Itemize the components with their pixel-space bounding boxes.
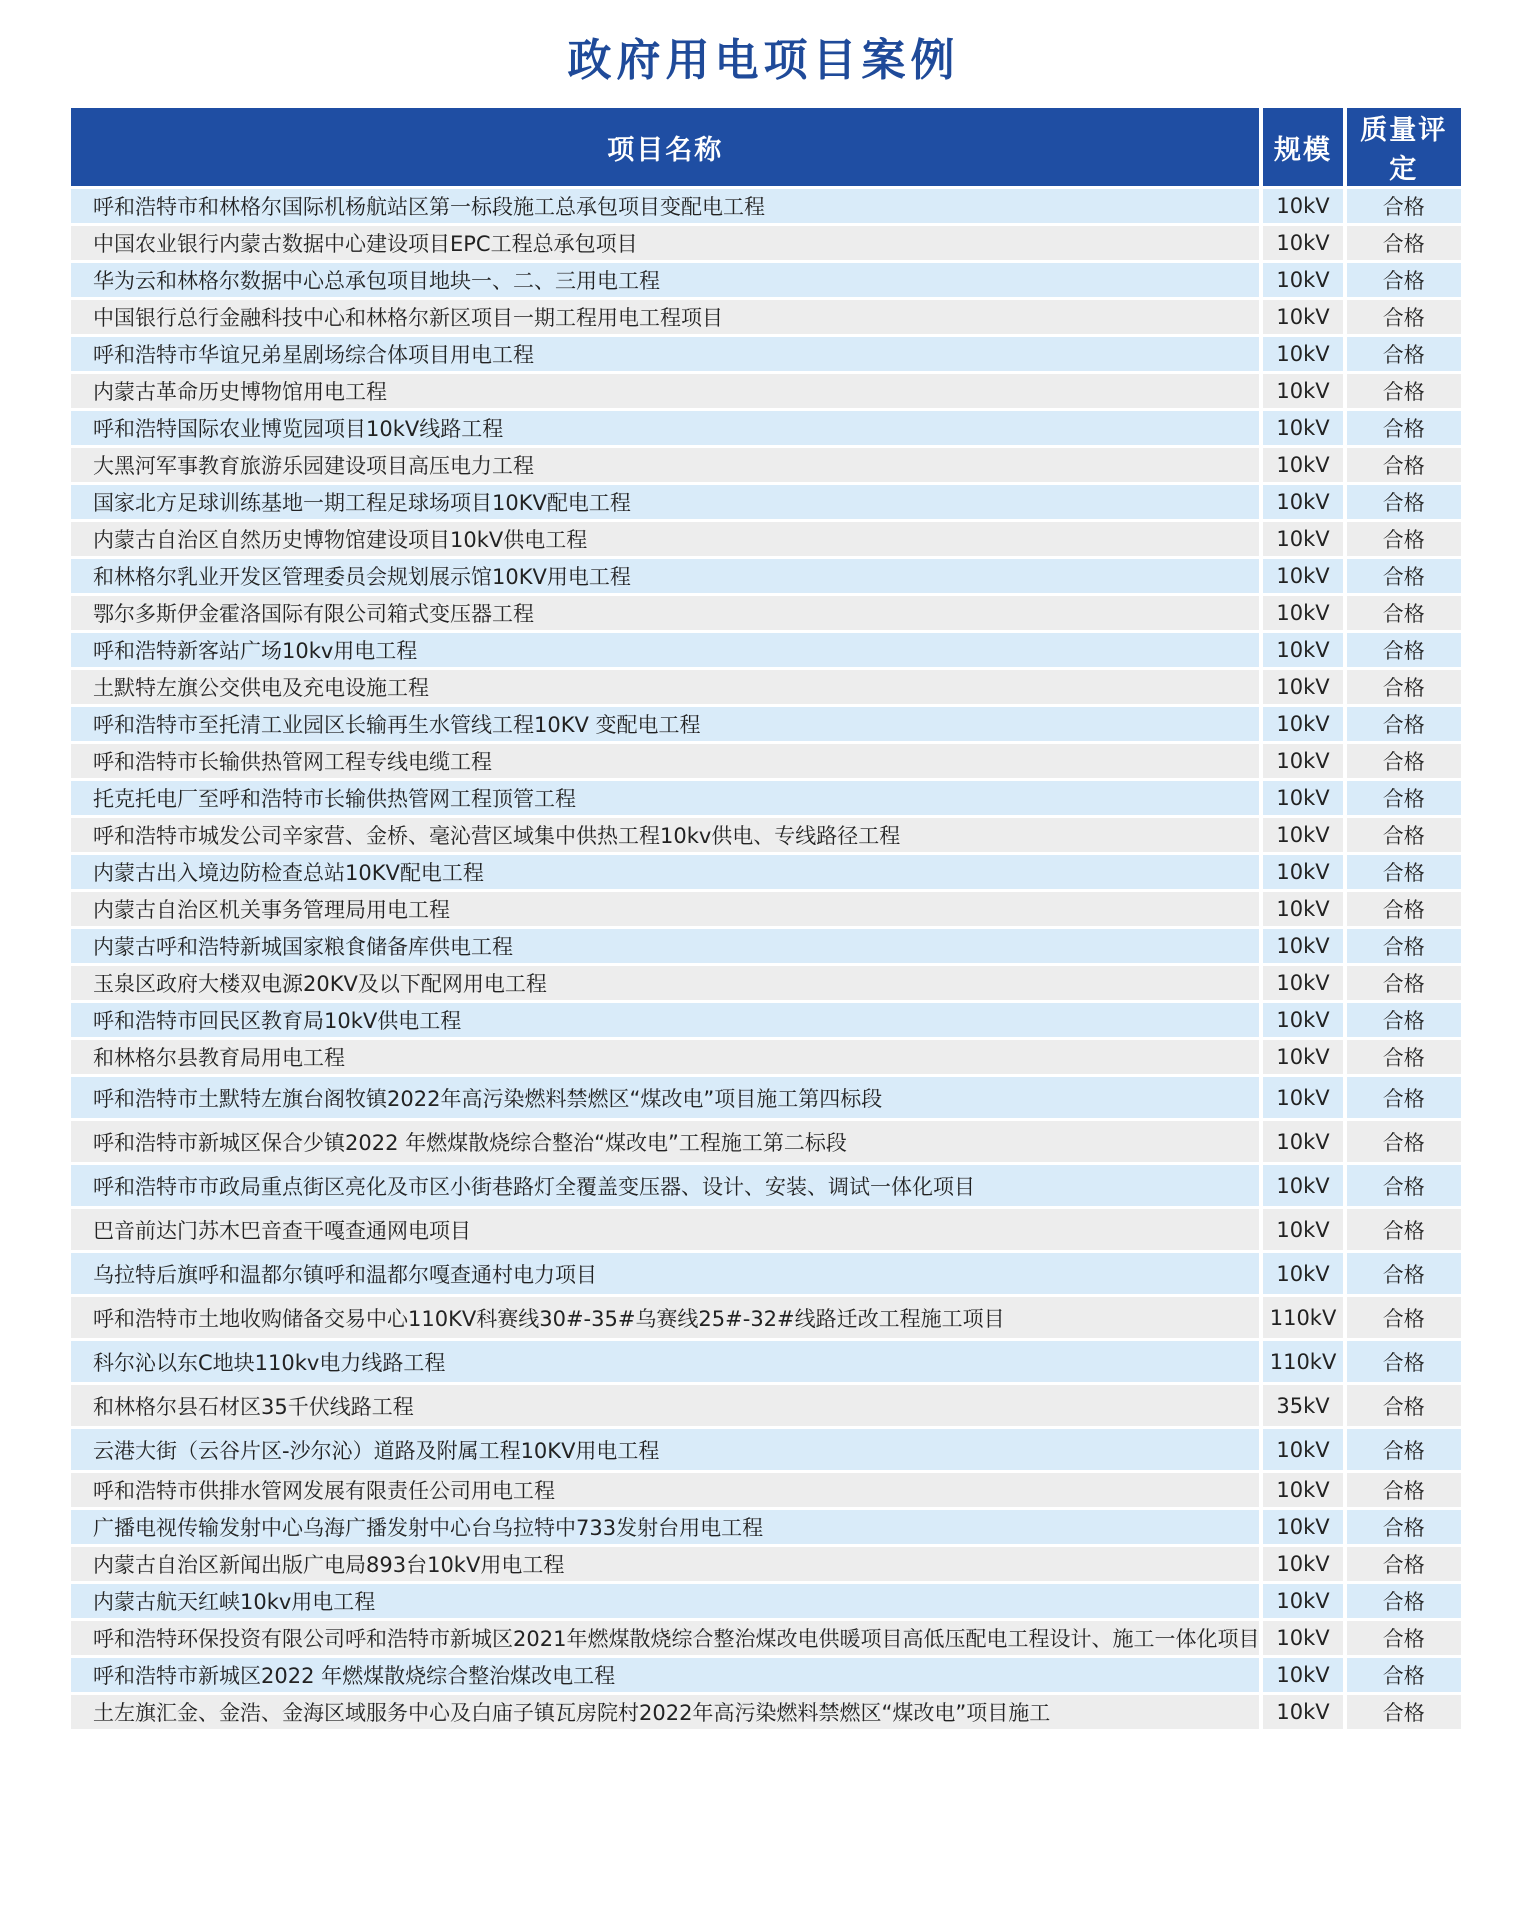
project-name-cell: 呼和浩特市新城区2022 年燃煤散烧综合整治煤改电工程: [71, 1658, 1259, 1692]
quality-cell: 合格: [1347, 1510, 1461, 1544]
table-row: [71, 929, 1461, 963]
quality-cell: 合格: [1347, 707, 1461, 741]
table-row: [71, 448, 1461, 482]
page-title: 政府用电项目案例: [567, 35, 960, 86]
quality-cell: 合格: [1347, 1584, 1461, 1618]
quality-cell: 合格: [1347, 596, 1461, 630]
scale-cell: 10kV: [1263, 1658, 1342, 1692]
project-name-cell: 呼和浩特新客站广场10kv用电工程: [71, 633, 1259, 667]
header-quality: 质量评定: [1347, 108, 1461, 186]
quality-cell: 合格: [1347, 818, 1461, 852]
table-row: [71, 1584, 1461, 1618]
quality-cell: 合格: [1347, 485, 1461, 519]
quality-cell: 合格: [1347, 559, 1461, 593]
project-name-cell: 内蒙古革命历史博物馆用电工程: [71, 374, 1259, 408]
table-row: [71, 226, 1461, 260]
project-name-cell: 内蒙古航天红峡10kv用电工程: [71, 1584, 1259, 1618]
project-name-cell: 云港大街（云谷片区-沙尔沁）道路及附属工程10KV用电工程: [71, 1429, 1259, 1470]
quality-cell: 合格: [1347, 670, 1461, 704]
table-row: [71, 1695, 1461, 1729]
scale-cell: 35kV: [1263, 1385, 1342, 1426]
table-row: [71, 707, 1461, 741]
quality-cell: 合格: [1347, 966, 1461, 1000]
scale-cell: 10kV: [1263, 892, 1342, 926]
quality-cell: 合格: [1347, 1658, 1461, 1692]
project-name-cell: 托克托电厂至呼和浩特市长输供热管网工程顶管工程: [71, 781, 1259, 815]
scale-cell: 10kV: [1263, 559, 1342, 593]
table-row: [71, 1253, 1461, 1294]
table-row: [71, 559, 1461, 593]
scale-cell: 10kV: [1263, 1510, 1342, 1544]
quality-cell: 合格: [1347, 1253, 1461, 1294]
quality-cell: 合格: [1347, 1621, 1461, 1655]
table-row: [71, 670, 1461, 704]
table-row: [71, 892, 1461, 926]
project-name-cell: 呼和浩特市新城区保合少镇2022 年燃煤散烧综合整治“煤改电”工程施工第二标段: [71, 1121, 1259, 1162]
quality-cell: 合格: [1347, 1121, 1461, 1162]
project-name-cell: 呼和浩特市供排水管网发展有限责任公司用电工程: [71, 1473, 1259, 1507]
scale-cell: 10kV: [1263, 1077, 1342, 1118]
table-row: [71, 1510, 1461, 1544]
project-name-cell: 和林格尔县石材区35千伏线路工程: [71, 1385, 1259, 1426]
table-row: [71, 1658, 1461, 1692]
project-name-cell: 土默特左旗公交供电及充电设施工程: [71, 670, 1259, 704]
quality-cell: 合格: [1347, 1473, 1461, 1507]
quality-cell: 合格: [1347, 892, 1461, 926]
quality-cell: 合格: [1347, 411, 1461, 445]
quality-cell: 合格: [1347, 744, 1461, 778]
scale-cell: 10kV: [1263, 1003, 1342, 1037]
table-header-row: [71, 108, 1461, 186]
project-name-cell: 呼和浩特市土地收购储备交易中心110KV科赛线30#-35#乌赛线25#-32#线路迁改工程施工项目: [71, 1297, 1259, 1338]
quality-cell: 合格: [1347, 1040, 1461, 1074]
table-row: [71, 596, 1461, 630]
scale-cell: 10kV: [1263, 1584, 1342, 1618]
table-row: [71, 374, 1461, 408]
scale-cell: 10kV: [1263, 707, 1342, 741]
scale-cell: 10kV: [1263, 1621, 1342, 1655]
scale-cell: 10kV: [1263, 1547, 1342, 1581]
project-name-cell: 内蒙古自治区机关事务管理局用电工程: [71, 892, 1259, 926]
quality-cell: 合格: [1347, 781, 1461, 815]
quality-cell: 合格: [1347, 374, 1461, 408]
quality-cell: 合格: [1347, 855, 1461, 889]
table-row: [71, 1297, 1461, 1338]
scale-cell: 110kV: [1263, 1341, 1342, 1382]
scale-cell: 10kV: [1263, 966, 1342, 1000]
quality-cell: 合格: [1347, 1547, 1461, 1581]
scale-cell: 10kV: [1263, 633, 1342, 667]
scale-cell: 10kV: [1263, 411, 1342, 445]
table-row: [71, 744, 1461, 778]
table-row: [71, 337, 1461, 371]
quality-cell: 合格: [1347, 1003, 1461, 1037]
table-row: [71, 522, 1461, 556]
scale-cell: 10kV: [1263, 300, 1342, 334]
scale-cell: 10kV: [1263, 781, 1342, 815]
scale-cell: 10kV: [1263, 818, 1342, 852]
project-name-cell: 科尔沁以东C地块110kv电力线路工程: [71, 1341, 1259, 1382]
quality-cell: 合格: [1347, 1695, 1461, 1729]
quality-cell: 合格: [1347, 226, 1461, 260]
table-row: [71, 1003, 1461, 1037]
project-name-cell: 巴音前达门苏木巴音查干嘎查通网电项目: [71, 1209, 1259, 1250]
table-body: [71, 189, 1461, 1729]
header-scale: 规模: [1263, 108, 1342, 186]
scale-cell: 10kV: [1263, 1695, 1342, 1729]
quality-cell: 合格: [1347, 300, 1461, 334]
scale-cell: 10kV: [1263, 670, 1342, 704]
scale-cell: 10kV: [1263, 1253, 1342, 1294]
project-name-cell: 呼和浩特国际农业博览园项目10kV线路工程: [71, 411, 1259, 445]
quality-cell: 合格: [1347, 1429, 1461, 1470]
project-name-cell: 中国农业银行内蒙古数据中心建设项目EPC工程总承包项目: [71, 226, 1259, 260]
quality-cell: 合格: [1347, 448, 1461, 482]
scale-cell: 10kV: [1263, 448, 1342, 482]
project-name-cell: 鄂尔多斯伊金霍洛国际有限公司箱式变压器工程: [71, 596, 1259, 630]
scale-cell: 10kV: [1263, 929, 1342, 963]
project-name-cell: 呼和浩特环保投资有限公司呼和浩特市新城区2021年燃煤散烧综合整治煤改电供暖项目高低压配电工程设计、施工一体化项目: [71, 1621, 1259, 1655]
table-row: [71, 855, 1461, 889]
table-row: [71, 633, 1461, 667]
project-name-cell: 内蒙古出入境边防检查总站10KV配电工程: [71, 855, 1259, 889]
project-name-cell: 呼和浩特市长输供热管网工程专线电缆工程: [71, 744, 1259, 778]
scale-cell: 10kV: [1263, 226, 1342, 260]
table-row: [71, 1429, 1461, 1470]
table-row: [71, 189, 1461, 223]
project-name-cell: 广播电视传输发射中心乌海广播发射中心台乌拉特中733发射台用电工程: [71, 1510, 1259, 1544]
scale-cell: 10kV: [1263, 189, 1342, 223]
table-row: [71, 1040, 1461, 1074]
table-row: [71, 1209, 1461, 1250]
project-name-cell: 土左旗汇金、金浩、金海区域服务中心及白庙子镇瓦房院村2022年高污染燃料禁燃区“煤改电”项目施工: [71, 1695, 1259, 1729]
table-row: [71, 1121, 1461, 1162]
project-name-cell: 乌拉特后旗呼和温都尔镇呼和温都尔嘎查通村电力项目: [71, 1253, 1259, 1294]
quality-cell: 合格: [1347, 522, 1461, 556]
quality-cell: 合格: [1347, 1209, 1461, 1250]
scale-cell: 110kV: [1263, 1297, 1342, 1338]
header-project-name: 项目名称: [71, 108, 1259, 186]
project-name-cell: 呼和浩特市城发公司辛家营、金桥、毫沁营区域集中供热工程10kv供电、专线路径工程: [71, 818, 1259, 852]
table-row: [71, 818, 1461, 852]
project-name-cell: 呼和浩特市和林格尔国际机杨航站区第一标段施工总承包项目变配电工程: [71, 189, 1259, 223]
project-name-cell: 国家北方足球训练基地一期工程足球场项目10KV配电工程: [71, 485, 1259, 519]
table-row: [71, 1473, 1461, 1507]
table-row: [71, 300, 1461, 334]
quality-cell: 合格: [1347, 929, 1461, 963]
table-row: [71, 966, 1461, 1000]
table-row: [71, 1385, 1461, 1426]
scale-cell: 10kV: [1263, 522, 1342, 556]
table-row: [71, 263, 1461, 297]
scale-cell: 10kV: [1263, 744, 1342, 778]
project-name-cell: 呼和浩特市土默特左旗台阁牧镇2022年高污染燃料禁燃区“煤改电”项目施工第四标段: [71, 1077, 1259, 1118]
scale-cell: 10kV: [1263, 1473, 1342, 1507]
quality-cell: 合格: [1347, 1341, 1461, 1382]
table-row: [71, 1621, 1461, 1655]
project-name-cell: 内蒙古呼和浩特新城国家粮食储备库供电工程: [71, 929, 1259, 963]
projects-table: [67, 105, 1465, 1732]
scale-cell: 10kV: [1263, 485, 1342, 519]
quality-cell: 合格: [1347, 189, 1461, 223]
quality-cell: 合格: [1347, 263, 1461, 297]
quality-cell: 合格: [1347, 1385, 1461, 1426]
scale-cell: 10kV: [1263, 374, 1342, 408]
quality-cell: 合格: [1347, 633, 1461, 667]
scale-cell: 10kV: [1263, 337, 1342, 371]
scale-cell: 10kV: [1263, 596, 1342, 630]
table-row: [71, 1077, 1461, 1118]
table-row: [71, 411, 1461, 445]
project-name-cell: 华为云和林格尔数据中心总承包项目地块一、二、三用电工程: [71, 263, 1259, 297]
table-row: [71, 1165, 1461, 1206]
project-name-cell: 内蒙古自治区新闻出版广电局893台10kV用电工程: [71, 1547, 1259, 1581]
project-name-cell: 大黑河军事教育旅游乐园建设项目高压电力工程: [71, 448, 1259, 482]
scale-cell: 10kV: [1263, 855, 1342, 889]
scale-cell: 10kV: [1263, 1121, 1342, 1162]
project-name-cell: 呼和浩特市回民区教育局10kV供电工程: [71, 1003, 1259, 1037]
table-row: [71, 485, 1461, 519]
scale-cell: 10kV: [1263, 1429, 1342, 1470]
project-name-cell: 中国银行总行金融科技中心和林格尔新区项目一期工程用电工程项目: [71, 300, 1259, 334]
project-name-cell: 呼和浩特市至托清工业园区长输再生水管线工程10KV 变配电工程: [71, 707, 1259, 741]
project-name-cell: 和林格尔乳业开发区管理委员会规划展示馆10KV用电工程: [71, 559, 1259, 593]
scale-cell: 10kV: [1263, 1040, 1342, 1074]
quality-cell: 合格: [1347, 1077, 1461, 1118]
scale-cell: 10kV: [1263, 1165, 1342, 1206]
scale-cell: 10kV: [1263, 1209, 1342, 1250]
project-name-cell: 玉泉区政府大楼双电源20KV及以下配网用电工程: [71, 966, 1259, 1000]
quality-cell: 合格: [1347, 1297, 1461, 1338]
project-name-cell: 和林格尔县教育局用电工程: [71, 1040, 1259, 1074]
quality-cell: 合格: [1347, 1165, 1461, 1206]
table-row: [71, 781, 1461, 815]
project-name-cell: 呼和浩特市市政局重点街区亮化及市区小街巷路灯全覆盖变压器、设计、安装、调试一体化项目: [71, 1165, 1259, 1206]
project-name-cell: 呼和浩特市华谊兄弟星剧场综合体项目用电工程: [71, 337, 1259, 371]
table-row: [71, 1341, 1461, 1382]
quality-cell: 合格: [1347, 337, 1461, 371]
project-name-cell: 内蒙古自治区自然历史博物馆建设项目10kV供电工程: [71, 522, 1259, 556]
scale-cell: 10kV: [1263, 263, 1342, 297]
table-row: [71, 1547, 1461, 1581]
